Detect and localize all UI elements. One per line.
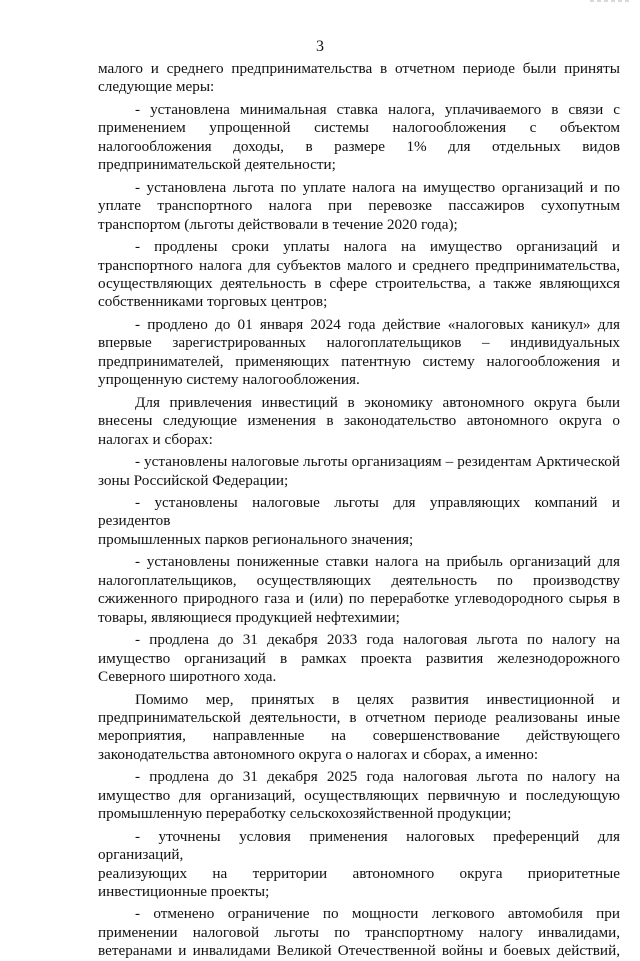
- text-line: транспортного налога для субъектов малого и среднего предпринимательства,: [98, 256, 620, 274]
- text-line: ветеранами и инвалидами Великой Отечественной войны и боевых действий,: [98, 942, 620, 960]
- text-line: налогах и сборах:: [98, 430, 213, 448]
- text-line: предпринимателей, применяющих патентную систему налогообложения и: [98, 352, 620, 370]
- text-line: - установлены налоговые льготы для управляющих компаний и резидентов: [98, 493, 620, 530]
- text-line: предпринимательской деятельности;: [98, 156, 336, 174]
- text-line: применении налоговой льготы по транспортному налогу инвалидами,: [98, 923, 620, 941]
- text-line: Помимо мер, принятых в целях развития инвестиционной и: [135, 690, 620, 708]
- text-line: - установлена льгота по уплате налога на имущество организаций и по: [135, 178, 620, 196]
- text-line: промышленную переработку сельскохозяйственной продукции;: [98, 805, 512, 823]
- text-line: уплате транспортного налога при перевозке пассажиров сухопутным: [98, 197, 620, 215]
- text-line: собственниками торговых центров;: [98, 293, 328, 311]
- text-line: имущество для организаций, осуществляющих первичную и последующую: [98, 786, 620, 804]
- text-line: следующие меры:: [98, 78, 215, 96]
- text-line: - продлена до 31 декабря 2025 года налоговая льгота по налогу на: [135, 768, 620, 786]
- text-line: налогообложения доходы, в размере 1% для отдельных видов: [98, 137, 620, 155]
- text-line: - отменено ограничение по мощности легкового автомобиля при: [135, 905, 620, 923]
- text-line: законодательства автономного округа о налогах и сборах, а именно:: [98, 745, 539, 763]
- text-line: реализующих на территории автономного округа приоритетные: [98, 864, 620, 882]
- text-line: - установлена минимальная ставка налога, уплачиваемого в связи с: [135, 100, 620, 118]
- text-line: впервые зарегистрированных налогоплательщиков – индивидуальных: [98, 334, 620, 352]
- text-line: - продлены сроки уплаты налога на имущество организаций и: [135, 238, 620, 256]
- text-line: малого и среднего предпринимательства в отчетном периоде были приняты: [98, 60, 620, 77]
- text-line: - установлены налоговые льготы организациям – резидентам Арктической: [135, 453, 620, 471]
- text-line: инвестиционные проекты;: [98, 883, 270, 901]
- document-body: [98, 60, 620, 961]
- text-line: - продлено до 01 января 2024 года действие «налоговых каникул» для: [135, 315, 620, 333]
- text-line: Для привлечения инвестиций в экономику автономного округа были: [135, 393, 620, 411]
- text-line: транспортом (льготы действовали в течение 2020 года);: [98, 215, 458, 233]
- text-line: имущество организаций в рамках проекта развития железнодорожного: [98, 649, 620, 667]
- text-line: внесены следующие изменения в законодательство автономного округа о: [98, 412, 620, 430]
- text-line: мероприятия, направленные на совершенствование действующего: [98, 727, 620, 745]
- text-line: зоны Российской Федерации;: [98, 471, 289, 489]
- text-line: - установлены пониженные ставки налога на прибыль организаций для: [135, 553, 620, 571]
- text-line: применением упрощенной системы налогообложения с объектом: [98, 119, 620, 137]
- text-line: Северного широтного хода.: [98, 668, 277, 686]
- text-line: - уточнены условия применения налоговых преференций для организаций,: [98, 827, 620, 864]
- text-line: - продлена до 31 декабря 2033 года налоговая льгота по налогу на: [135, 631, 620, 649]
- text-line: товары, являющиеся продукцией нефтехимии;: [98, 608, 400, 626]
- page-number: 3: [316, 38, 324, 55]
- text-line: промышленных парков регионального значения;: [98, 530, 414, 548]
- text-line: осуществляющих деятельность в сфере строительства, а также являющихся: [98, 274, 620, 292]
- text-line: налогоплательщиков, осуществляющих деятельность по производству: [98, 571, 620, 589]
- text-line: упрощенную систему налогообложения.: [98, 371, 360, 389]
- text-line: предпринимательской деятельности, в отчетном периоде реализованы иные: [98, 708, 620, 726]
- page-edge-marks: [590, 0, 630, 2]
- text-line: сжиженного природного газа и (или) по переработке углеводородного сырья в: [98, 590, 620, 608]
